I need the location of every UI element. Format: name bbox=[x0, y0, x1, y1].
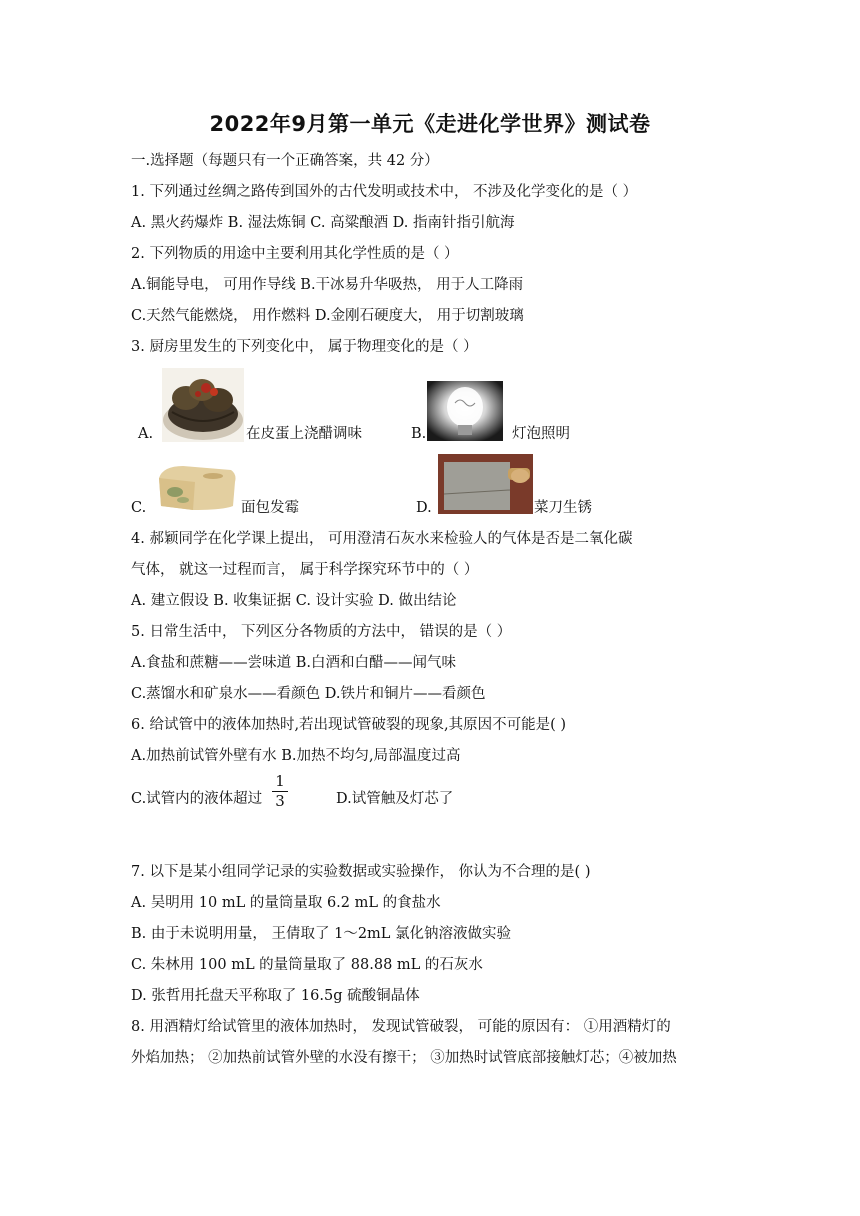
question-4-stem-line2: 气体， 就这一过程而言， 属于科学探究环节中的（ ） bbox=[131, 562, 479, 578]
question-4-options: A. 建立假设 B. 收集证据 C. 设计实验 D. 做出结论 bbox=[131, 593, 457, 609]
question-3-option-a-letter: A. bbox=[138, 426, 154, 442]
preserved-egg-image bbox=[162, 368, 244, 442]
question-3-option-d-text: 菜刀生锈 bbox=[534, 500, 592, 516]
question-5-options-row2: C.蒸馏水和矿泉水——看颜色 D.铁片和铜片——看颜色 bbox=[131, 686, 486, 702]
question-7-option-d: D. 张哲用托盘天平称取了 16.5g 硫酸铜晶体 bbox=[131, 988, 420, 1004]
light-bulb-image bbox=[427, 381, 503, 441]
page-title: 2022年9月第一单元《走进化学世界》测试卷 bbox=[209, 112, 651, 136]
question-6-stem: 6. 给试管中的液体加热时,若出现试管破裂的现象,其原因不可能是( ) bbox=[131, 717, 567, 733]
question-6-options-row1: A.加热前试管外壁有水 B.加热不均匀,局部温度过高 bbox=[131, 748, 461, 764]
question-1-stem: 1. 下列通过丝绸之路传到国外的古代发明或技术中， 不涉及化学变化的是（ ） bbox=[131, 184, 638, 200]
fraction-numerator: 1 bbox=[272, 772, 288, 792]
question-2-stem: 2. 下列物质的用途中主要利用其化学性质的是（ ） bbox=[131, 246, 459, 262]
section-heading: 一.选择题（每题只有一个正确答案，共 42 分） bbox=[131, 153, 439, 169]
question-3-option-d-letter: D. bbox=[416, 500, 432, 516]
question-1-options: A. 黑火药爆炸 B. 湿法炼铜 C. 高粱酿酒 D. 指南针指引航海 bbox=[131, 215, 515, 231]
fraction-one-third bbox=[272, 772, 288, 810]
rusty-knife-image bbox=[438, 454, 533, 514]
question-3-stem: 3. 厨房里发生的下列变化中， 属于物理变化的是（ ） bbox=[131, 339, 478, 355]
moldy-bread-image bbox=[153, 460, 239, 514]
question-7-option-c: C. 朱林用 100 mL 的量筒量取了 88.88 mL 的石灰水 bbox=[131, 957, 483, 973]
question-8-line1: 8. 用酒精灯给试管里的液体加热时， 发现试管破裂， 可能的原因有： ①用酒精灯的 bbox=[131, 1019, 671, 1035]
question-7-option-b: B. 由于未说明用量， 王倩取了 1～2mL 氯化钠溶液做实验 bbox=[131, 926, 512, 942]
question-7-option-a: A. 吴明用 10 mL 的量筒量取 6.2 mL 的食盐水 bbox=[131, 895, 441, 911]
question-7-stem: 7. 以下是某小组同学记录的实验数据或实验操作， 你认为不合理的是( ) bbox=[131, 864, 591, 880]
question-2-options-row1: A.铜能导电， 可用作导线 B.干冰易升华吸热， 用于人工降雨 bbox=[131, 277, 524, 293]
question-6-option-d: D.试管触及灯芯了 bbox=[336, 791, 454, 807]
question-3-option-b-letter: B. bbox=[411, 426, 427, 442]
question-3-option-c-text: 面包发霉 bbox=[241, 500, 299, 516]
question-3-option-a-text: 在皮蛋上浇醋调味 bbox=[246, 426, 362, 442]
question-3-option-b-text: 灯泡照明 bbox=[512, 426, 570, 442]
question-6-option-c: C.试管内的液体超过 bbox=[131, 791, 263, 807]
question-5-stem: 5. 日常生活中， 下列区分各物质的方法中， 错误的是（ ） bbox=[131, 624, 512, 640]
fraction-denominator: 3 bbox=[275, 792, 285, 810]
question-3-option-c-letter: C. bbox=[131, 500, 147, 516]
question-2-options-row2: C.天然气能燃烧， 用作燃料 D.金刚石硬度大， 用于切割玻璃 bbox=[131, 308, 524, 324]
question-4-stem-line1: 4. 郝颖同学在化学课上提出， 可用澄清石灰水来检验人的气体是否是二氧化碳 bbox=[131, 531, 633, 547]
question-8-line2: 外焰加热； ②加热前试管外壁的水没有擦干； ③加热时试管底部接触灯芯；④被加热 bbox=[131, 1050, 677, 1066]
question-5-options-row1: A.食盐和蔗糖——尝味道 B.白酒和白醋——闻气味 bbox=[131, 655, 456, 671]
